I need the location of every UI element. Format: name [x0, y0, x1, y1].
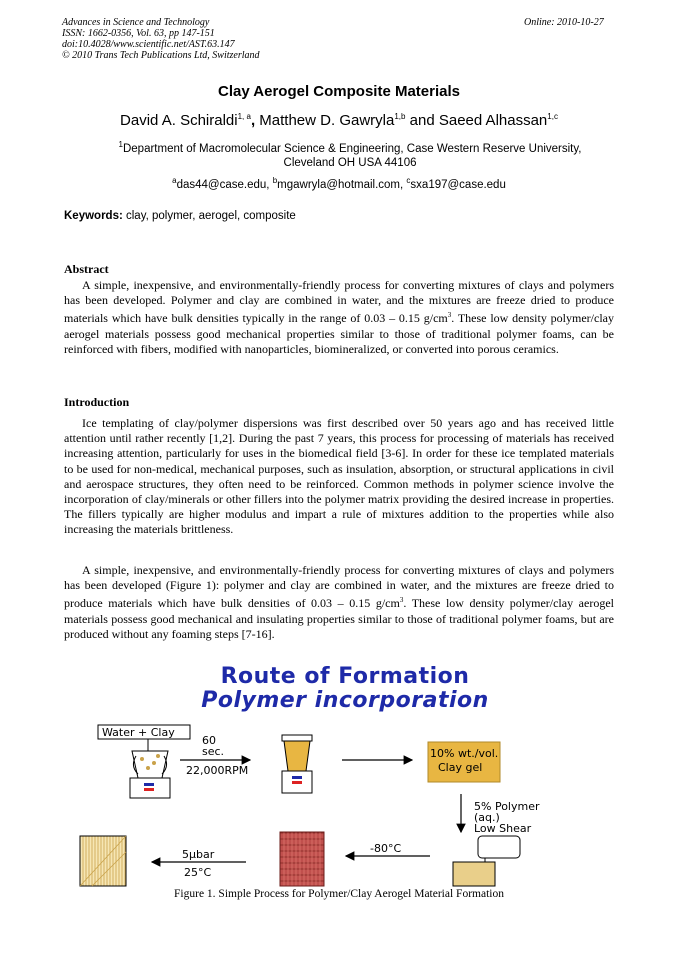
polymer-label-1: 5% Polymer [474, 800, 540, 813]
time-label-1: 60 [202, 734, 216, 747]
email-b[interactable]: mgawryla@hotmail.com, [277, 178, 404, 191]
polymer-label-3: Low Shear [474, 822, 532, 835]
doi: doi:10.4028/www.scientific.net/AST.63.147 [62, 39, 235, 50]
intro-paragraph-2 [64, 563, 614, 642]
gel-label-2: Clay gel [438, 761, 483, 774]
paper-title: Clay Aerogel Composite Materials [217, 83, 460, 100]
email-c[interactable]: sxa197@case.edu [410, 178, 506, 191]
freeze-label: -80°C [370, 842, 402, 855]
email-c-sup: c [406, 176, 411, 185]
time-label-2: sec. [202, 745, 225, 758]
figure-caption: Figure 1. Simple Process for Polymer/Clay Aerogel Material Formation [174, 888, 504, 900]
author-2-sup: 1,b [394, 112, 406, 121]
keywords-text: clay, polymer, aerogel, composite [126, 210, 296, 222]
issn: ISSN: 1662-0356, Vol. 63, pp 147-151 [62, 28, 215, 39]
affiliation-line-2: Cleveland OH USA 44106 [283, 156, 417, 169]
intro-p2-text-b: . These low density polymer/clay aerogel materials possess good mechanical and insulating properties similar to those of traditional polymer foams, but are produced without any foaming steps [7-16]. [64, 596, 614, 641]
blender-1 [98, 725, 190, 798]
abstract-heading: Abstract [64, 262, 109, 276]
abstract-text-a: A simple, inexpensive, and environmentally-friendly process for converting mixtures of clays and polymers has been developed. Polymer and clay are combined in water, and the mixtures are freeze dried to produce materials which have bulk densities typically in the range of 0.03 – 0.15 g/cm [64, 278, 614, 326]
intro-paragraph-1: Ice templating of clay/polymer dispersions was first described over 50 years ago and has received little attention until rather recently [1,2]. During the past 7 years, this process for processing of materials has received increasing attention, particularly for uses in the biomedical field [3-6]. In order for these ice templated materials to be used for non-medical, mechanical purposes, such as insulation, absorption, or structural applications in civil and aerospace structures, they often need to be reinforced. Common methods in polymer science involve the incorporation of clay/minerals or other fillers into the polymer matrix providing the desired increase in properties. The fillers typically are higher modulus and impart a rule of mixtures addition to the properties while also increasing the materials brittleness. [64, 416, 614, 537]
author-1: David A. Schiraldi [120, 112, 238, 129]
online-date: Online: 2010-10-27 [524, 17, 604, 28]
journal-name: Advances in Science and Technology [62, 17, 210, 28]
temp-label: 25°C [184, 866, 212, 879]
gel-label-1: 10% wt./vol. [430, 747, 499, 760]
process-diagram [70, 656, 620, 888]
author-sep: , [250, 112, 256, 129]
copyright: © 2010 Trans Tech Publications Ltd, Switzerland [62, 50, 260, 61]
keywords [64, 210, 296, 222]
figure-title-1: Route of Formation [220, 664, 470, 689]
frozen-sample [280, 832, 324, 886]
intro-p2-text-a: A simple, inexpensive, and environmentally-friendly process for converting mixtures of clays and polymers has been developed (Figure 1): polymer and clay are combined in water, and the mixtures are freeze dried to produce materials which have bulk densities of 0.03 – 0.15 g/cm [64, 563, 614, 611]
pressure-label: 5μbar [182, 848, 215, 861]
abstract-paragraph [64, 278, 614, 357]
email-a-sup: a [172, 176, 177, 185]
affiliation-line-1: Department of Macromolecular Science & Engineering, Case Western Reserve University, [122, 142, 582, 155]
intro-p2-sup: 3 [399, 596, 404, 605]
blender-2 [282, 735, 312, 793]
polymer-label-2: (aq.) [474, 811, 500, 824]
email-b-sup: b [272, 176, 278, 185]
figure-title-2: Polymer incorporation [201, 688, 489, 713]
author-2: Matthew D. Gawryla [259, 112, 395, 129]
journal-header [62, 17, 260, 61]
keywords-label: Keywords: [64, 210, 123, 222]
figure-1 [70, 656, 620, 888]
author-and: and [409, 112, 435, 129]
author-1-sup: 1, a [237, 112, 251, 121]
water-clay-label: Water + Clay [102, 726, 175, 739]
mixing-beaker [453, 836, 520, 886]
email-a[interactable]: das44@case.edu, [176, 178, 270, 191]
author-3-sup: 1,c [547, 112, 558, 121]
abstract-sup: 3 [447, 311, 452, 320]
abstract-text-b: . These low density polymer/clay aerogel materials possess good mechanical properties similar to those of traditional polymer foams, can be reinforced with fibers, modified with nanoparticles, biomineralized, or converted into porous ceramics. [64, 311, 614, 356]
introduction-heading: Introduction [64, 395, 130, 409]
affiliation-sup: 1 [118, 140, 123, 149]
rpm-label: 22,000RPM [186, 764, 249, 777]
author-list [0, 112, 678, 129]
affiliation [70, 138, 630, 170]
emails [0, 176, 678, 191]
author-3: Saeed Alhassan [438, 112, 548, 129]
